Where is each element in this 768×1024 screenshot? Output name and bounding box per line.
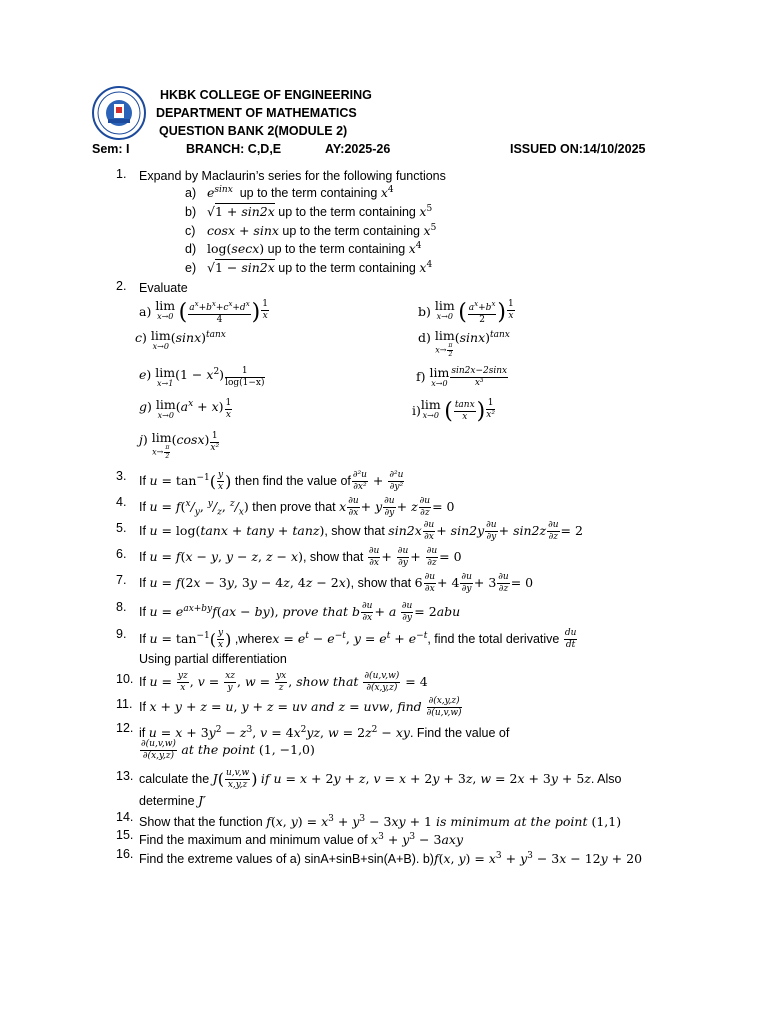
question-text: If u = $\frac{yz}{x}$ , v = $\frac{xz}{y}$ , w = $\frac{yx}{z}$ , show that $\frac{\partial(u,v,w)}{\partial(x,y,z)}$ = 4 [139,671,428,693]
question-number: 9. [116,627,127,641]
question-text: Find the extreme values of a) sinA+sinB+sin(A+B). b)f(x, $y) = x^3 + y^3 - 3x - 12y + 20$ [139,851,643,867]
question-number: 8. [116,600,127,614]
q2-limit-d: d) lim x→ $\frac{\pi}{2}$ $(\sin x)^{tanx}$ [418,328,510,358]
question-text: Evaluate [139,281,188,295]
question-number: 14. [116,810,134,824]
issued-on-label: ISSUED ON:14/10/2025 [510,142,646,156]
academic-year-label: AY:2025-26 [325,142,391,156]
question-text: Find the maximum and minimum value of $x^3 + y^3 - 3axy$ [139,832,464,848]
department-name: DEPARTMENT OF MATHEMATICS [156,106,357,120]
question-number: 4. [116,495,127,509]
question-text-continued: $\frac{\partial(u,v,w)}{\partial(x,y,z)}$ at the point (1, −1,0) [141,739,315,761]
q2-limit-c: c) lim x→0 $(\sin x)^{tanx}$ [135,328,226,351]
q1-item-d: d) log(secx) up to the term containing $x^4$ [185,241,422,257]
branch-label: BRANCH: C,D,E [186,142,282,156]
q1-item-a: a) $e^{sinx}$ up to the term containing $x^4$ [185,185,394,201]
question-text: calculate the J( $\frac{u,v,w}{x,y,z}$ ) if u = x + 2y + z, v = x + 2y + 3z, w = 2x + 3y + 5z. Also [139,768,622,790]
question-number: 15. [116,828,134,842]
question-text: If u = f(2x − 3y, 3y − 4z, 4z − 2x), show that 6 $\frac{\partial u}{\partial x}$ + 4 $\frac{\partial u}{\partial y}$ + 3 $\frac{\partial u}{\partial z}$ = 0 [139,572,534,594]
question-text: If $u = \tan^{-1}$( $\frac{y}{x}$ ) then find the value of $\frac{\text{∂²u}}{\text{∂x²}}$ + $\frac{\text{∂²u}}{\text{∂y²}}$ [139,470,404,493]
question-text-continued: determine J′ [139,793,206,808]
college-logo [92,86,146,140]
q2-limit-a: a) lim x→0 ( $\frac{a^x+b^x+c^x+d^x}{4}$ ) $\frac{1}{x}$ [139,298,268,325]
q1-item-c: c) cosx + sinx up to the term containing $x^5$ [185,223,437,239]
question-number: 5. [116,521,127,535]
question-number: 2. [116,279,127,293]
q2-limit-i: i) lim x→0 ( $\frac{\tan x}{x}$ ) $\frac{1}{\text{x²}}$ [412,397,495,424]
q1-item-e: e) √1 − sin2x up to the term containing $x^4$ [185,260,433,276]
question-number: 12. [116,721,134,735]
question-number: 1. [116,167,127,181]
question-text: If u = log(tanx + tany + tanz), show that sin2x $\frac{\partial u}{\partial x}$ + sin2y $\frac{\partial u}{\partial y}$ + sin2z $\frac{\partial u}{\partial z}$ = 2 [139,520,583,542]
question-text: Expand by Maclaurin’s series for the following functions [139,169,446,183]
question-number: 11. [116,697,133,711]
question-number: 3. [116,469,127,483]
question-bank-title: QUESTION BANK 2(MODULE 2) [159,124,348,138]
q2-limit-f: f) lim x→0 $\frac{\sin 2x-2\sin x}{\text{x³}}$ [416,365,508,388]
q2-limit-g: g) lim x→0 $(a^x + x)$ $\frac{1}{x}$ [139,397,232,420]
q2-limit-b: b) lim x→0 ( $\frac{a^x+b^x}{2}$ ) $\frac{1}{x}$ [418,298,514,325]
question-text: If $u = e^{ax+by}f(ax - by)$, prove that b $\frac{\partial u}{\partial x}$ + a $\frac{\partial u}{\partial y}$ = 2abu [139,601,461,624]
question-text: If x + y + z = u, y + z = uv and z = uvw, find $\frac{\partial(x,y,z)}{\partial(u,v,w)}$ [139,696,462,718]
q2-limit-j: j) lim x→ $\frac{\pi}{2}$ (cosx) $\frac{1}{\text{x²}}$ [139,430,220,460]
sem-label: Sem: I [92,142,130,156]
question-text: If $u = \tan^{-1}$( $\frac{y}{x}$ ) ,wherex = $e^t - e^{-t}$, $y = e^t + e^{-t}$, find the total derivative $\frac{du}{dt}$ [139,628,577,651]
question-number: 13. [116,769,134,783]
q2-limit-e: e) lim x→1 $(1 - x^2)$ $\frac{1}{\log(1-x)}$ [139,365,265,388]
question-number: 10. [116,672,134,686]
q1-item-b: b) √1 + sin2x up to the term containing $x^5$ [185,204,433,220]
question-text: if $u = x + 3y^2 - z^3$, $v = 4x^2yz$, $w = 2z^2$ − xy. Find the value of [139,725,510,741]
college-name: HKBK COLLEGE OF ENGINEERING [160,88,372,102]
question-number: 16. [116,847,134,861]
question-text-continued: Using partial differentiation [139,652,287,666]
question-number: 7. [116,573,127,587]
question-number: 6. [116,547,127,561]
question-text: Show that the function f(x, $y) = x^3 + y^3 - 3xy + 1$ is minimum at the point (1,1) [139,814,622,830]
question-text: If $u = f(^x/_y$, $^y/_z$, $^z/_x$) then prove that x $\frac{\partial u}{\partial x}$ + y $\frac{\partial u}{\partial y}$ + z $\frac{\partial u}{\partial z}$ = 0 [139,496,455,519]
question-text: If u = f(x − y, y − z, z − x), show that $\frac{\partial u}{\partial x}$ + $\frac{\partial u}{\partial y}$ + $\frac{\partial u}{\partial z}$ = 0 [139,546,462,568]
